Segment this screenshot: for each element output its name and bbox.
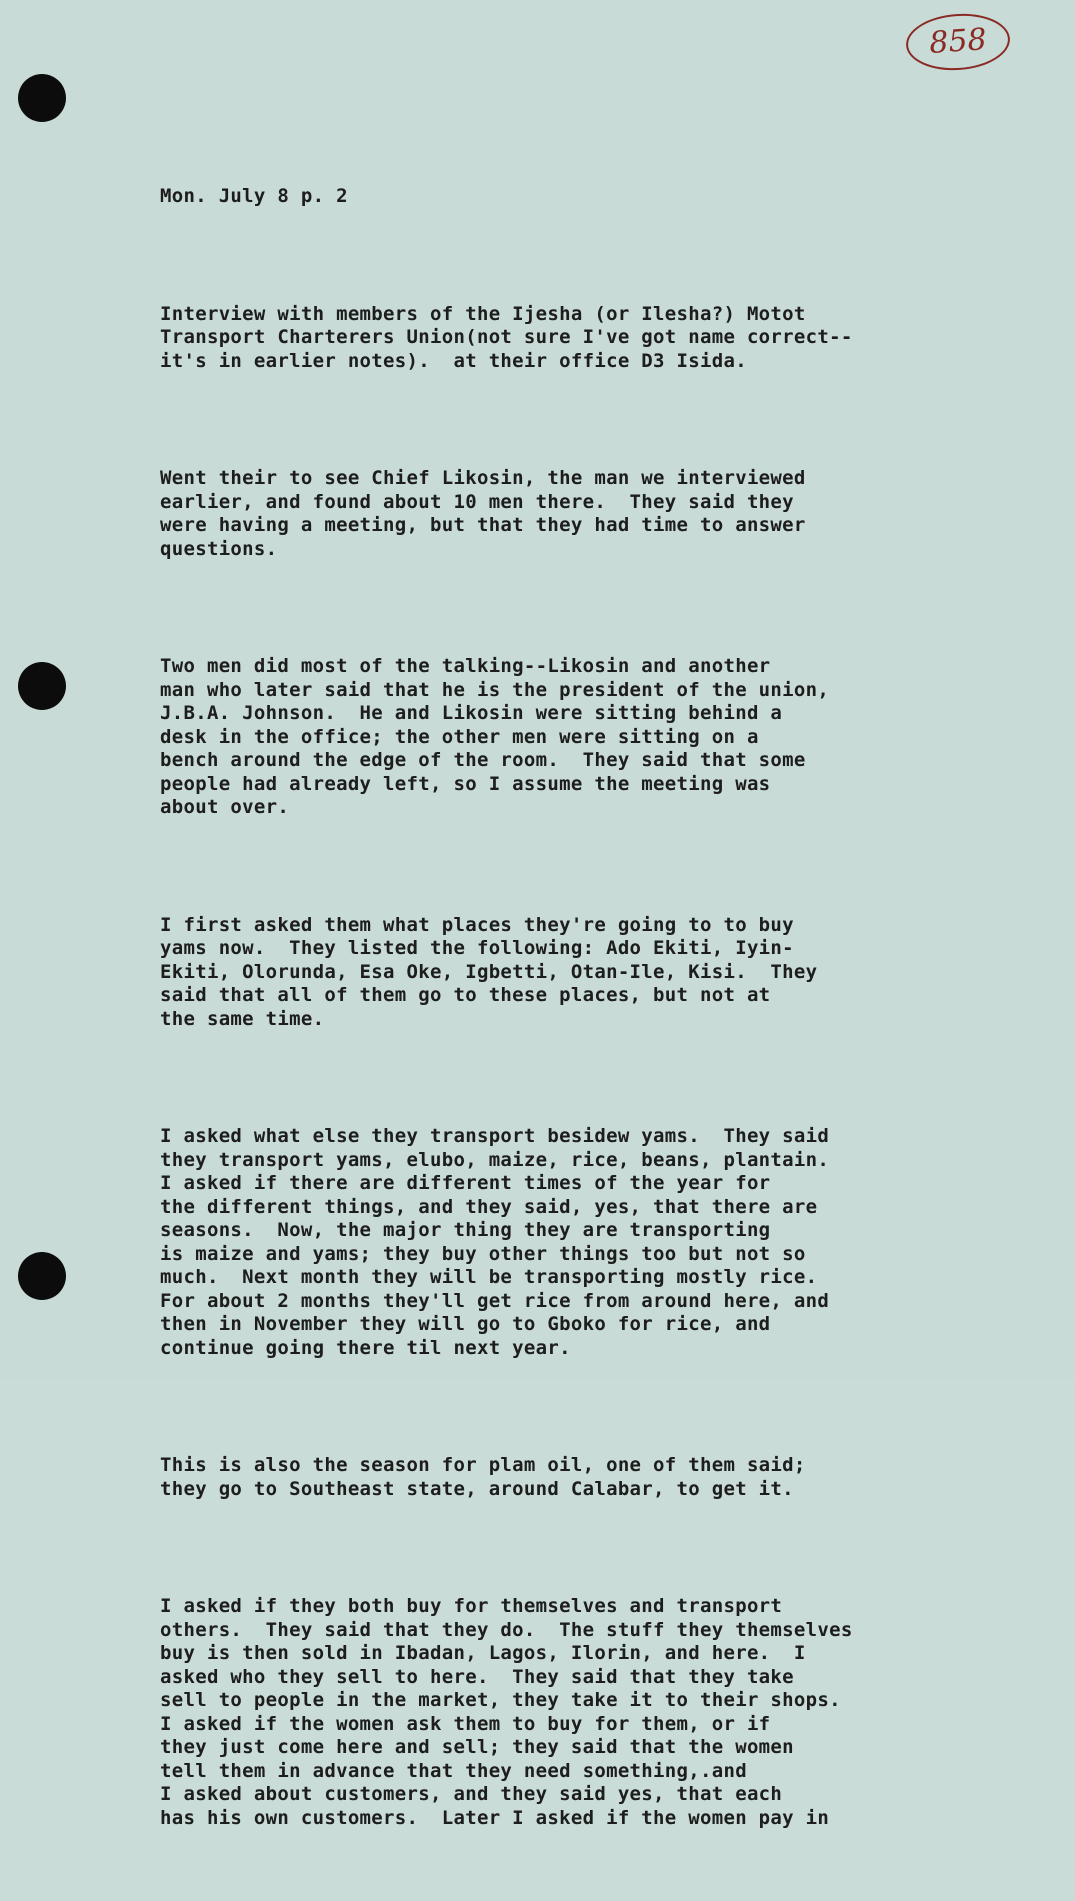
text-line: others. They said that they do. The stuff they themselves: [160, 1618, 853, 1641]
text-line: This is also the season for plam oil, one of them said;: [160, 1454, 806, 1476]
text-line: they transport yams, elubo, maize, rice, beans, plantain.: [160, 1148, 830, 1171]
text-line: sell to people in the market, they take it to their shops.: [160, 1689, 841, 1711]
text-line: then in November they will go to Gboko for rice, and: [160, 1313, 771, 1335]
text-line: said that all of them go to these places, but not at: [160, 984, 771, 1006]
text-line: seasons. Now, the major thing they are transporting: [160, 1219, 771, 1241]
text-line: I asked what else they transport besidew yams. They said: [160, 1125, 830, 1147]
text-line: people had already left, so I assume the meeting was: [160, 772, 771, 795]
punch-hole-bottom: [18, 1252, 66, 1300]
text-line: Transport Charterers Union(not sure I've got name correct--: [160, 326, 853, 348]
text-line: I asked if there are different times of the year for: [160, 1172, 771, 1194]
text-line: they go to Southeast state, around Calabar, to get it.: [160, 1477, 794, 1500]
text-line: For about 2 months they'll get rice from around here, and: [160, 1289, 830, 1312]
text-line: bench around the edge of the room. They said that some: [160, 749, 806, 771]
paragraph-visit: [160, 467, 1040, 561]
text-line: Two men did most of the talking--Likosin and another: [160, 655, 771, 677]
punch-hole-top: [18, 74, 66, 122]
text-line: desk in the office; the other men were sitting on a: [160, 725, 759, 748]
text-line: J.B.A. Johnson. He and Likosin were sitting behind a: [160, 702, 783, 724]
text-line: Went their to see Chief Likosin, the man we interviewed: [160, 467, 806, 489]
text-line: asked who they sell to here. They said that they take: [160, 1665, 794, 1688]
text-line: about over.: [160, 796, 290, 818]
text-line: I asked if they both buy for themselves and transport: [160, 1595, 783, 1617]
text-line: Interview with members of the Ijesha (or Ilesha?) Motot: [160, 302, 806, 325]
paragraph-speakers: [160, 655, 1040, 820]
text-line: tell them in advance that they need something,.and: [160, 1759, 747, 1782]
text-line: the same time.: [160, 1007, 325, 1030]
paragraph-palm-oil: [160, 1454, 1040, 1501]
text-line: I asked if the women ask them to buy for them, or if: [160, 1712, 771, 1735]
paragraph-goods: [160, 1125, 1040, 1360]
text-line: has his own customers. Later I asked if the women pay in: [160, 1806, 830, 1829]
text-line: earlier, and found about 10 men there. They said they: [160, 490, 794, 513]
handwritten-page-number: 858: [904, 10, 1012, 73]
text-line: buy is then sold in Ibadan, Lagos, Ilorin, and here. I: [160, 1642, 806, 1664]
text-line: I first asked them what places they're going to to buy: [160, 913, 794, 936]
text-line: is maize and yams; they buy other things too but not so: [160, 1242, 806, 1265]
text-line: I asked about customers, and they said yes, that each: [160, 1783, 783, 1805]
paragraph-yam-places: [160, 914, 1040, 1032]
text-line: questions.: [160, 537, 278, 560]
text-line: the different things, and they said, yes, that there are: [160, 1195, 818, 1218]
text-line: continue going there til next year.: [160, 1336, 571, 1359]
text-line: yams now. They listed the following: Ado Ekiti, Iyin-: [160, 937, 794, 959]
text-line: were having a meeting, but that they had time to answer: [160, 514, 806, 536]
text-line: man who later said that he is the president of the union,: [160, 678, 830, 701]
paragraph-interview: [160, 303, 1040, 374]
text-line: Ekiti, Olorunda, Esa Oke, Igbetti, Otan-Ile, Kisi. They: [160, 960, 818, 983]
punch-hole-middle: [18, 662, 66, 710]
typed-notes: [160, 138, 1040, 1901]
text-line: it's in earlier notes). at their office D3 Isida.: [160, 349, 747, 372]
text-line: they just come here and sell; they said that the women: [160, 1736, 794, 1758]
note-heading: Mon. July 8 p. 2: [160, 185, 348, 207]
paragraph-customers: [160, 1595, 1040, 1830]
text-line: much. Next month they will be transporting mostly rice.: [160, 1266, 818, 1288]
